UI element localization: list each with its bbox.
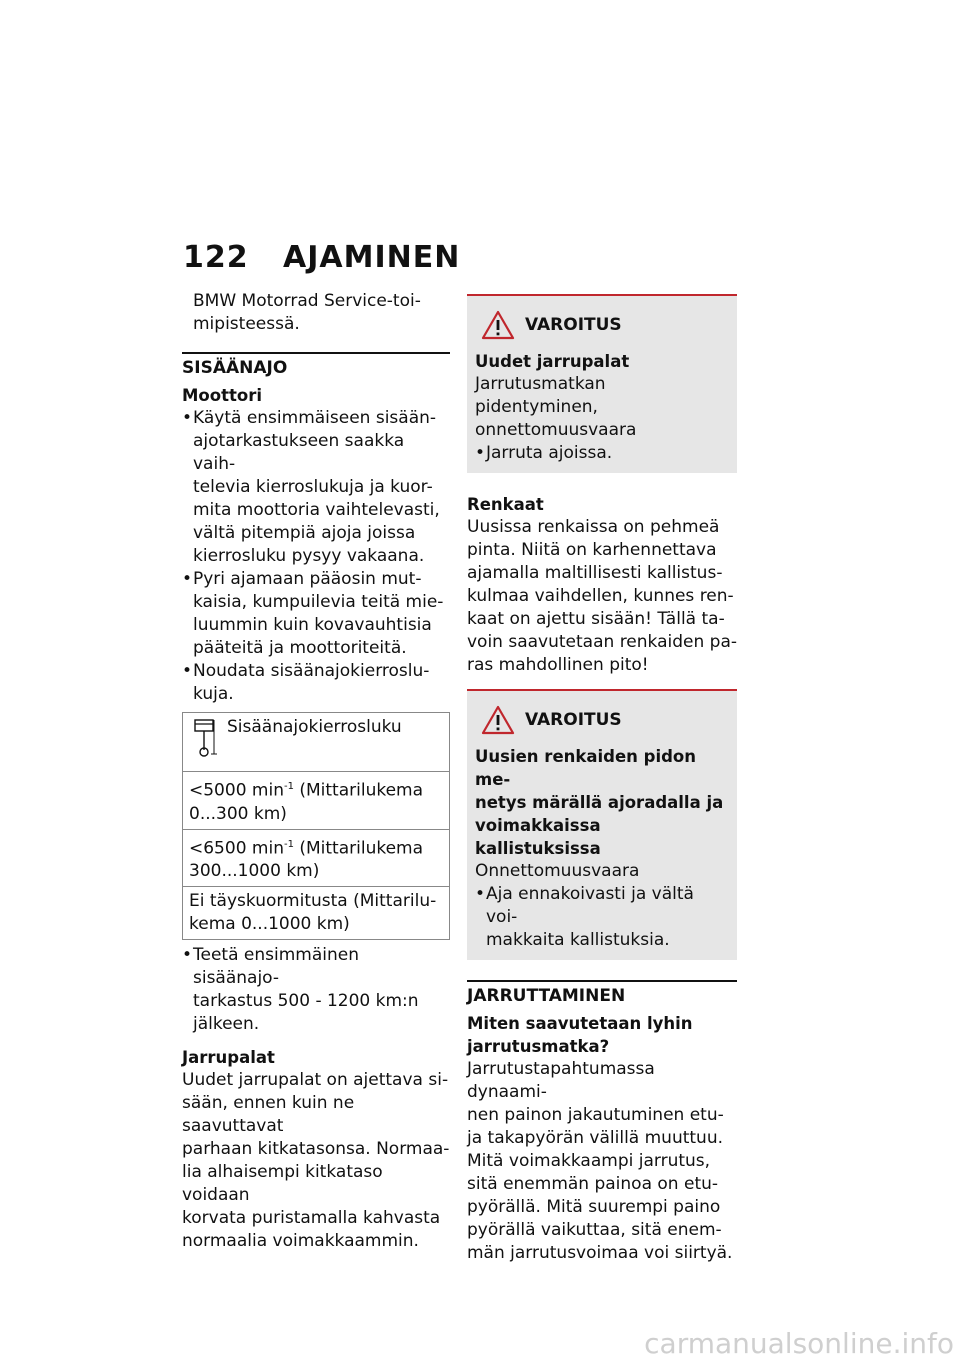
- table-row: <6500 $\min^{-1}$ (Mittarilukema 300...1000 km): [183, 829, 450, 887]
- right-column: [467, 294, 737, 1265]
- list-item: • Noudata sisäänajokierroslu- kuja.: [182, 660, 450, 706]
- table-header-label: Sisäänajokierrosluku: [227, 717, 402, 737]
- list-item: • Teetä ensimmäinen sisäänajo- tarkastus 500 - 1200 km:n jälkeen.: [182, 944, 450, 1036]
- engine-title: Moottori: [182, 386, 262, 405]
- list-item: • Käytä ensimmäiseen sisään- ajotarkastukseen saakka vaih- televia kierroslukuja ja kuor- mita moottoria vaihtelevasti, vältä pitempiä ajoja joissa kierrosluku pysyy vakaana.: [182, 407, 450, 568]
- intro-text: [182, 290, 450, 336]
- section-title-braking: JARRUTTAMINEN: [467, 980, 737, 1006]
- table-row: <5000 $\min^{-1}$ (Mittarilukema 0...300 km): [183, 772, 450, 830]
- tires-title: Renkaat: [467, 495, 544, 514]
- left-column: [182, 290, 450, 1253]
- brake-pads-title: Jarrupalat: [182, 1048, 275, 1068]
- list-item: • Jarruta ajoissa.: [475, 442, 727, 465]
- section-title-run-in: SISÄÄNAJO: [182, 352, 450, 378]
- list-item: • Pyri ajamaan pääosin mut- kaisia, kumpuilevia teitä mie- luummin kuin kovavauhtisia pääteitä ja moottoriteitä.: [182, 568, 450, 660]
- table-header-cell: [183, 713, 450, 772]
- warning-label: VAROITUS: [525, 315, 622, 335]
- intro-line: mipisteessä.: [193, 314, 300, 334]
- warning-title: Uudet jarrupalat: [475, 352, 630, 371]
- list-item: • Aja ennakoivasti ja vältä voi- makkaita kallistuksia.: [475, 883, 727, 952]
- page-header: [183, 240, 460, 275]
- watermark: carmanualsonline.info: [644, 1327, 954, 1360]
- warning-header: [475, 705, 727, 735]
- engine-speed-icon: [189, 716, 227, 758]
- chapter-title: AJAMINEN: [283, 240, 461, 275]
- warning-box-tires: [467, 689, 737, 960]
- warning-text: Onnettomuusvaara: [475, 861, 640, 881]
- warning-box-brake-pads: [467, 294, 737, 473]
- brake-pads-text: Uudet jarrupalat on ajettava si- sään, ennen kuin ne saavuttavat parhaan kitkatasonsa. Normaa- lia alhaisempi kitkataso voidaan korvata puristamalla kahvasta normaalia voimakkaammin.: [182, 1070, 450, 1252]
- braking-title: Miten saavutetaan lyhin jarrutusmatka?: [467, 1014, 693, 1056]
- warning-bullets: [475, 442, 727, 465]
- warning-header: [475, 310, 727, 340]
- warning-text: Jarrutusmatkan pidentyminen, onnettomuusvaara: [475, 374, 637, 440]
- run-in-table: [182, 712, 450, 940]
- tires-text: Uusissa renkaissa on pehmeä pinta. Niitä on karhennettava ajamalla maltillisesti kallistus- kulmaa vaihdellen, kunnes ren- kaat on ajettu sisään! Tällä ta- voin saavutetaan renkaiden pa- ras mahdollinen pito!: [467, 517, 737, 675]
- table-row: Ei täyskuormitusta (Mittarilu- kema 0...1000 km): [183, 887, 450, 940]
- page-number: 122: [183, 240, 249, 275]
- warning-triangle-icon: [481, 310, 515, 340]
- braking-text: Jarrutustapahtumassa dynaami- nen painon jakautuminen etu- ja takapyörän välillä muuttuu. Mitä voimakkaampi jarrutus, sitä enemmän painoa on etu- pyörällä. Mitä suurempi paino pyörällä vaikuttaa, sitä enem- män jarrutusvoimaa voi siirtyä.: [467, 1059, 733, 1263]
- warning-triangle-icon: [481, 705, 515, 735]
- inspection-bullet: [182, 944, 450, 1036]
- intro-line: BMW Motorrad Service-toi-: [193, 291, 421, 311]
- warning-title: Uusien renkaiden pidon me- netys märällä ajoradalla ja voimakkaissa kallistuksissa: [475, 747, 724, 858]
- warning-bullets: [475, 883, 727, 952]
- warning-label: VAROITUS: [525, 710, 622, 730]
- engine-bullets: [182, 407, 450, 706]
